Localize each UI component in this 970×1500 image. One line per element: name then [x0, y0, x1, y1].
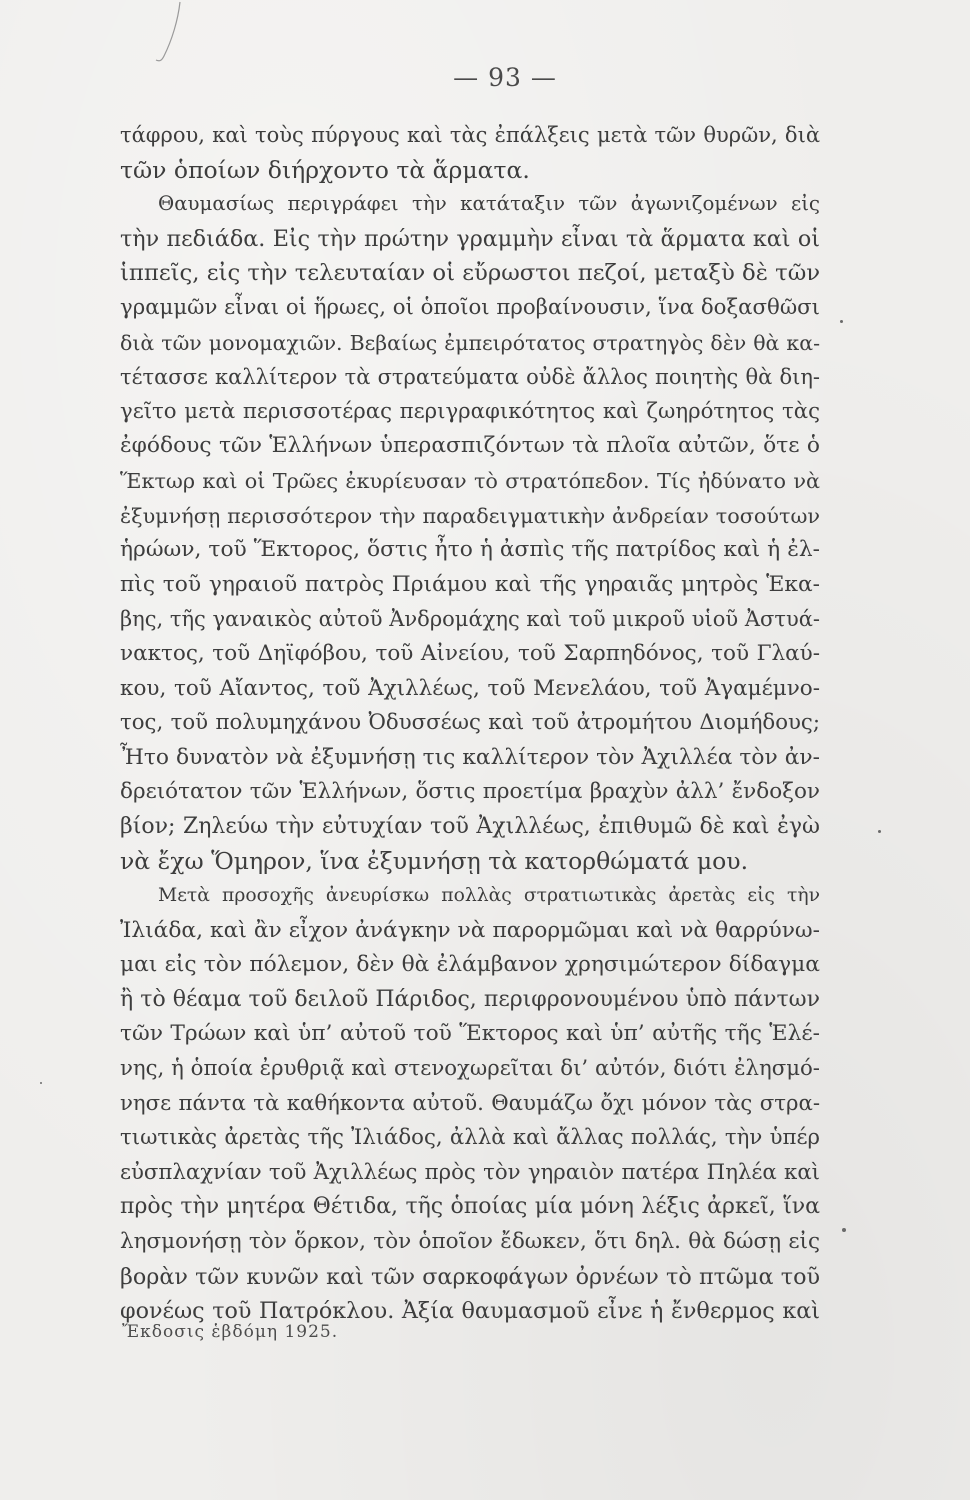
text-line: φονέως τοῦ Πατρόκλου. Ἀξία θαυμασμοῦ εἶνε ἡ ἔνθερμος καὶ: [120, 1298, 820, 1325]
ink-speck: [878, 830, 881, 833]
text-line: διὰ τῶν μονομαχιῶν. Βεβαίως ἐμπειρότατος στρατηγὸς δὲν θὰ κα-: [120, 330, 820, 355]
text-line: κου, τοῦ Αἴαντος, τοῦ Ἀχιλλέως, τοῦ Μενελάου, τοῦ Ἀγαμέμνο-: [120, 675, 820, 701]
text-line: μαι εἰς τὸν πόλεμον, δὲν θὰ ἐλάμβανον χρησιμώτερον δίδαγμα: [120, 952, 820, 978]
ink-speck: [840, 320, 843, 323]
text-line: νὰ ἔχω Ὅμηρον, ἵνα ἐξυμνήσῃ τὰ κατορθώματά μου.: [120, 847, 749, 876]
text-line: βορὰν τῶν κυνῶν καὶ τῶν σαρκοφάγων ὀρνέων τὸ πτῶμα τοῦ: [120, 1263, 820, 1290]
text-line: νησε πάντα τὰ καθήκοντα αὐτοῦ. Θαυμάζω ὄχι μόνον τὰς στρα-: [120, 1090, 820, 1116]
text-line: γεῖτο μετὰ περισσοτέρας περιγραφικότητος καὶ ζωηρότητος τὰς: [120, 398, 820, 424]
text-line: τάφρου, καὶ τοὺς πύργους καὶ τὰς ἐπάλξεις μετὰ τῶν θυρῶν, διὰ: [120, 123, 820, 147]
text-line: ἡρώων, τοῦ Ἕκτορος, ὅστις ἦτο ἡ ἀσπὶς τῆς πατρίδος καὶ ἡ ἐλ-: [120, 537, 820, 563]
text-line: τῶν Τρώων καὶ ὑπ’ αὐτοῦ τοῦ Ἕκτορος καὶ ὑπ’ αὐτῆς τῆς Ἑλέ-: [120, 1021, 820, 1047]
text-line: τὴν πεδιάδα. Εἰς τὴν πρώτην γραμμὴν εἶναι τὰ ἅρματα καὶ οἱ: [120, 225, 820, 252]
text-line: Μετὰ προσοχῆς ἀνευρίσκω πολλὰς στρατιωτικὰς ἀρετὰς εἰς τὴν: [158, 885, 820, 907]
text-line: δρειότατον τῶν Ἑλλήνων, ὅστις προετίμα βραχὺν ἀλλ’ ἔνδοξον: [120, 779, 820, 805]
text-line: βης, τῆς γαναικὸς αὐτοῦ Ἀνδρομάχης καὶ τοῦ μικροῦ υἱοῦ Ἀστυά-: [120, 607, 820, 632]
text-line: πὶς τοῦ γηραιοῦ πατρὸς Πριάμου καὶ τῆς γηραιᾶς μητρὸς Ἑκα-: [120, 571, 820, 597]
ink-speck: [40, 1082, 42, 1084]
text-line: λησμονήσῃ τὸν ὅρκον, τὸν ὁποῖον ἔδωκεν, ὅτι δηλ. θὰ δώσῃ εἰς: [120, 1229, 820, 1254]
text-line: νακτος, τοῦ Δηϊφόβου, τοῦ Αἰνείου, τοῦ Σαρπηδόνος, τοῦ Γλαύ-: [120, 640, 820, 666]
body-text: [120, 118, 820, 1329]
edition-footnote: Ἔκδοσις ἑβδόμη 1925.: [122, 1322, 339, 1342]
text-line: τος, τοῦ πολυμηχάνου Ὀδυσσέως καὶ τοῦ ἀτρομήτου Διομήδους;: [120, 710, 820, 736]
text-line: γραμμῶν εἶναι οἱ ἥρωες, οἱ ὁποῖοι προβαίνουσιν, ἵνα δοξασθῶσι: [120, 294, 820, 320]
text-line: Ἦτο δυνατὸν νὰ ἐξυμνήσῃ τις καλλίτερον τὸν Ἀχιλλέα τὸν ἀν-: [120, 744, 820, 770]
ink-speck: [842, 1228, 846, 1232]
text-line: Ἕκτωρ καὶ οἱ Τρῶες ἐκυρίευσαν τὸ στρατόπεδον. Τίς ἠδύνατο νὰ: [120, 468, 820, 493]
text-line: Ἰλιάδα, καὶ ἂν εἶχον ἀνάγκην νὰ παρορμῶμαι καὶ νὰ θαρρύνω-: [120, 917, 820, 943]
text-line: ἢ τὸ θέαμα τοῦ δειλοῦ Πάριδος, περιφρονουμένου ὑπὸ πάντων: [120, 986, 820, 1012]
text-line: τῶν ὁποίων διήρχοντο τὰ ἅρματα.: [120, 155, 530, 184]
text-line: ἱππεῖς, εἰς τὴν τελευταίαν οἱ εὔρωστοι πεζοί, μεταξὺ δὲ τῶν: [120, 260, 821, 287]
text-line: τέτασσε καλλίτερον τὰ στρατεύματα οὐδὲ ἄλλος ποιητὴς θὰ διη-: [120, 365, 820, 390]
text-line: νης, ἡ ὁποία ἐρυθριᾷ καὶ στενοχωρεῖται δι’ αὐτόν, διότι ἐλησμό-: [120, 1056, 820, 1082]
text-line: εὐσπλαχνίαν τοῦ Ἀχιλλέως πρὸς τὸν γηραιὸν πατέρα Πηλέα καὶ: [120, 1159, 820, 1185]
text-line: ἐφόδους τῶν Ἑλλήνων ὑπερασπιζόντων τὰ πλοῖα αὐτῶν, ὅτε ὁ: [120, 433, 820, 459]
pencil-mark: [150, 0, 190, 70]
text-line: Θαυμασίως περιγράφει τὴν κατάταξιν τῶν ἀγωνιζομένων εἰς: [158, 192, 820, 216]
text-line: ἐξυμνήσῃ περισσότερον τὴν παραδειγματικὴν ἀνδρείαν τοσούτων: [120, 503, 820, 528]
text-line: τιωτικὰς ἀρετὰς τῆς Ἰλιάδος, ἀλλὰ καὶ ἄλλας πολλάς, τὴν ὑπέρ: [120, 1125, 820, 1151]
text-line: πρὸς τὴν μητέρα Θέτιδα, τῆς ὁποίας μία μόνη λέξις ἀρκεῖ, ἵνα: [120, 1194, 820, 1220]
page-number: — 93 —: [453, 63, 557, 92]
text-line: βίον; Ζηλεύω τὴν εὐτυχίαν τοῦ Ἀχιλλέως, ἐπιθυμῶ δὲ καὶ ἐγὼ: [120, 813, 820, 839]
